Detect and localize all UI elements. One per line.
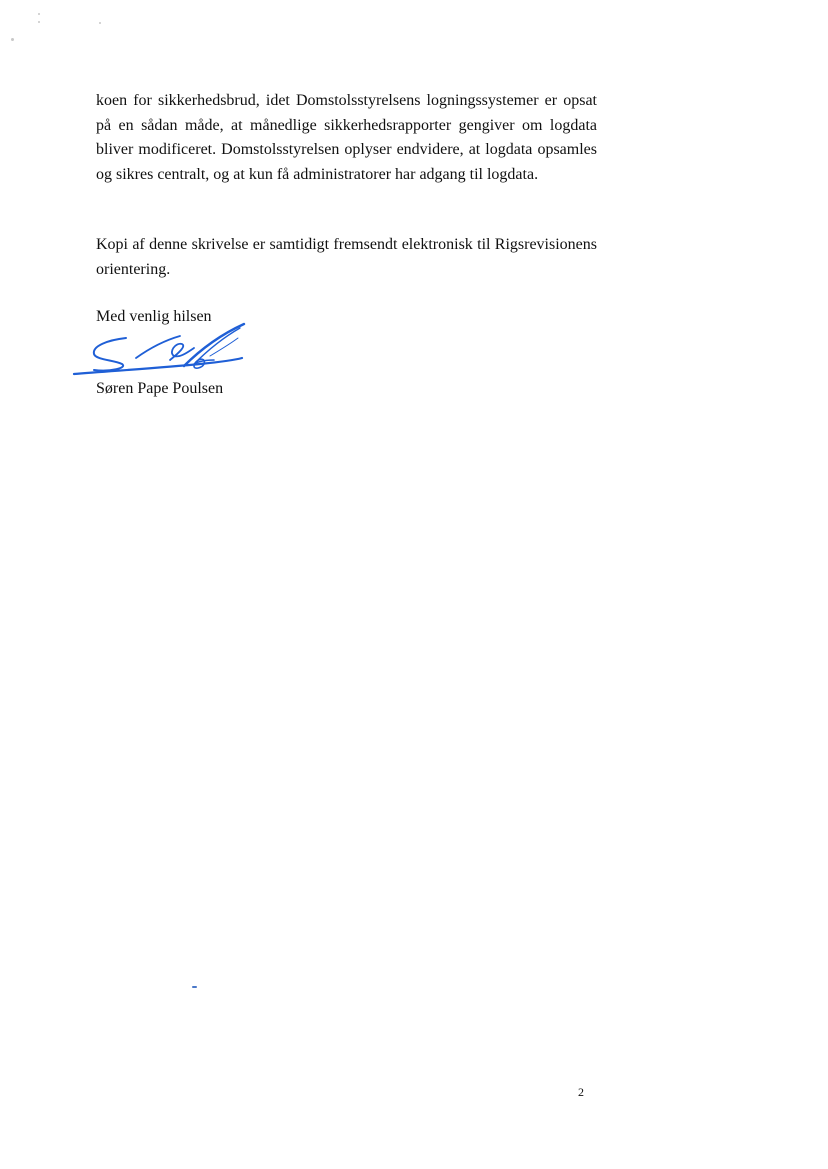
scan-speck bbox=[11, 38, 14, 41]
page-number: 2 bbox=[578, 1085, 584, 1099]
scan-speck bbox=[99, 22, 101, 24]
scan-speck bbox=[38, 13, 40, 15]
closing-salutation: Med venlig hilsen bbox=[96, 308, 212, 325]
body-paragraph-1: koen for sikkerhedsbrud, idet Domstolsstyrelsens logningssystemer er opsat på en sådan måde, at månedlige sikkerhedsrapporter gengiver om logdata bliver modificeret. Domstolsstyrelsen oplyser endvidere, at logdata opsamles og sikres centralt, og at kun få administratorer har adgang til logdata. bbox=[96, 92, 597, 183]
scan-speck bbox=[38, 21, 40, 23]
handwritten-signature bbox=[70, 318, 260, 382]
body-paragraph-2: Kopi af denne skrivelse er samtidigt fremsendt elektronisk til Rigsrevisionens orientering. bbox=[96, 236, 597, 278]
signer-name: Søren Pape Poulsen bbox=[96, 380, 224, 397]
ink-speck bbox=[192, 986, 197, 988]
